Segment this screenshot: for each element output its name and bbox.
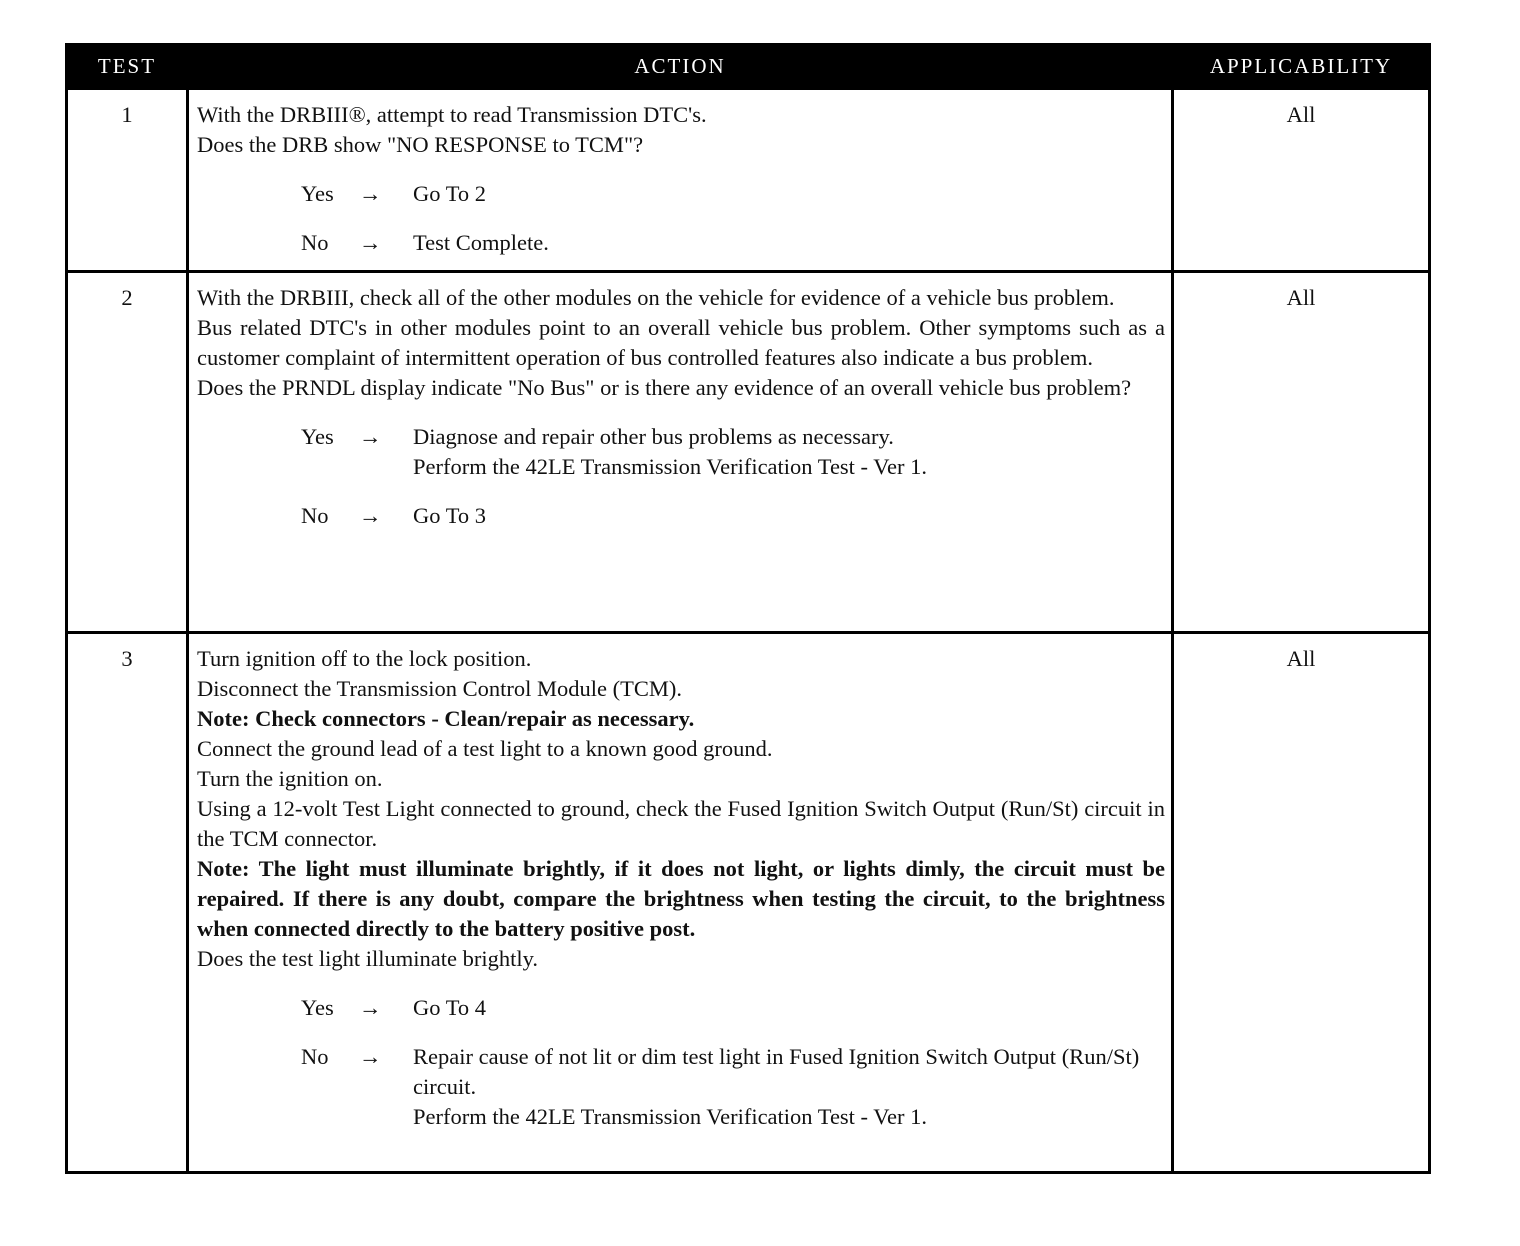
result-line: Go To 3 <box>413 503 487 528</box>
result-text <box>413 422 1165 482</box>
result-text <box>413 179 1165 209</box>
action-line: Connect the ground lead of a test light to a known good ground. <box>197 736 773 761</box>
action-line: Using a 12-volt Test Light connected to ground, check the Fused Ignition Switch Output (Run/St) circuit in the TCM connector. <box>197 796 1165 851</box>
action-line: With the DRBIII, check all of the other modules on the vehicle for evidence of a vehicle bus problem. <box>197 285 1115 310</box>
test-applicability: All <box>1173 272 1430 633</box>
action-line: Bus related DTC's in other modules point to an overall vehicle bus problem. Other symptoms such as a customer complaint of intermittent operation of bus controlled features also indicate a bus problem. <box>197 315 1165 370</box>
arrow-icon: → <box>359 230 382 255</box>
yes-result <box>197 179 1165 209</box>
result-line: Go To 2 <box>413 181 487 206</box>
test-number: 2 <box>67 272 188 633</box>
yes-result <box>197 422 1165 482</box>
result-text <box>413 993 1165 1023</box>
no-label: No <box>301 503 329 528</box>
test-number: 1 <box>67 89 188 272</box>
yes-result <box>197 993 1165 1023</box>
result-line: Perform the 42LE Transmission Verification Test - Ver 1. <box>413 454 928 479</box>
result-line: Diagnose and repair other bus problems as necessary. <box>413 424 894 449</box>
test-applicability: All <box>1173 633 1430 1173</box>
yes-label: Yes <box>301 181 334 206</box>
header-action: ACTION <box>188 45 1173 89</box>
yes-label: Yes <box>301 424 334 449</box>
no-result <box>197 501 1165 531</box>
yes-label: Yes <box>301 995 334 1020</box>
result-text <box>413 501 1165 531</box>
no-result <box>197 228 1165 258</box>
test-action <box>188 272 1173 633</box>
arrow-icon: → <box>359 181 382 206</box>
action-line: Turn ignition off to the lock position. <box>197 646 532 671</box>
no-label: No <box>301 1044 329 1069</box>
table-header-row <box>67 45 1430 89</box>
action-note: Note: Check connectors - Clean/repair as necessary. <box>197 706 695 731</box>
header-applicability: APPLICABILITY <box>1173 45 1430 89</box>
test-row-3 <box>67 633 1430 1173</box>
no-result <box>197 1042 1165 1132</box>
test-row-2 <box>67 272 1430 633</box>
result-line: Test Complete. <box>413 230 549 255</box>
no-label: No <box>301 230 329 255</box>
test-number: 3 <box>67 633 188 1173</box>
diagnostic-test-table <box>65 43 1431 1174</box>
result-line: Repair cause of not lit or dim test light in Fused Ignition Switch Output (Run/St) circuit. <box>413 1044 1140 1099</box>
action-line: Turn the ignition on. <box>197 766 383 791</box>
test-row-1 <box>67 89 1430 272</box>
arrow-icon: → <box>359 503 382 528</box>
test-action <box>188 633 1173 1173</box>
action-line: Does the PRNDL display indicate "No Bus" or is there any evidence of an overall vehicle bus problem? <box>197 375 1132 400</box>
arrow-icon: → <box>359 995 382 1020</box>
header-test: TEST <box>67 45 188 89</box>
result-text <box>413 1042 1165 1132</box>
action-line: With the DRBIII®, attempt to read Transmission DTC's. <box>197 102 707 127</box>
test-action <box>188 89 1173 272</box>
result-text <box>413 228 1165 258</box>
action-line: Disconnect the Transmission Control Module (TCM). <box>197 676 682 701</box>
arrow-icon: → <box>359 1044 382 1069</box>
action-line: Does the test light illuminate brightly. <box>197 946 538 971</box>
action-note: Note: The light must illuminate brightly, if it does not light, or lights dimly, the circuit must be repaired. If there is any doubt, compare the brightness when testing the circuit, to the brightness when connected directly to the battery positive post. <box>197 856 1165 941</box>
result-line: Go To 4 <box>413 995 487 1020</box>
arrow-icon: → <box>359 424 382 449</box>
test-applicability: All <box>1173 89 1430 272</box>
result-line: Perform the 42LE Transmission Verification Test - Ver 1. <box>413 1104 928 1129</box>
action-line: Does the DRB show "NO RESPONSE to TCM"? <box>197 132 644 157</box>
